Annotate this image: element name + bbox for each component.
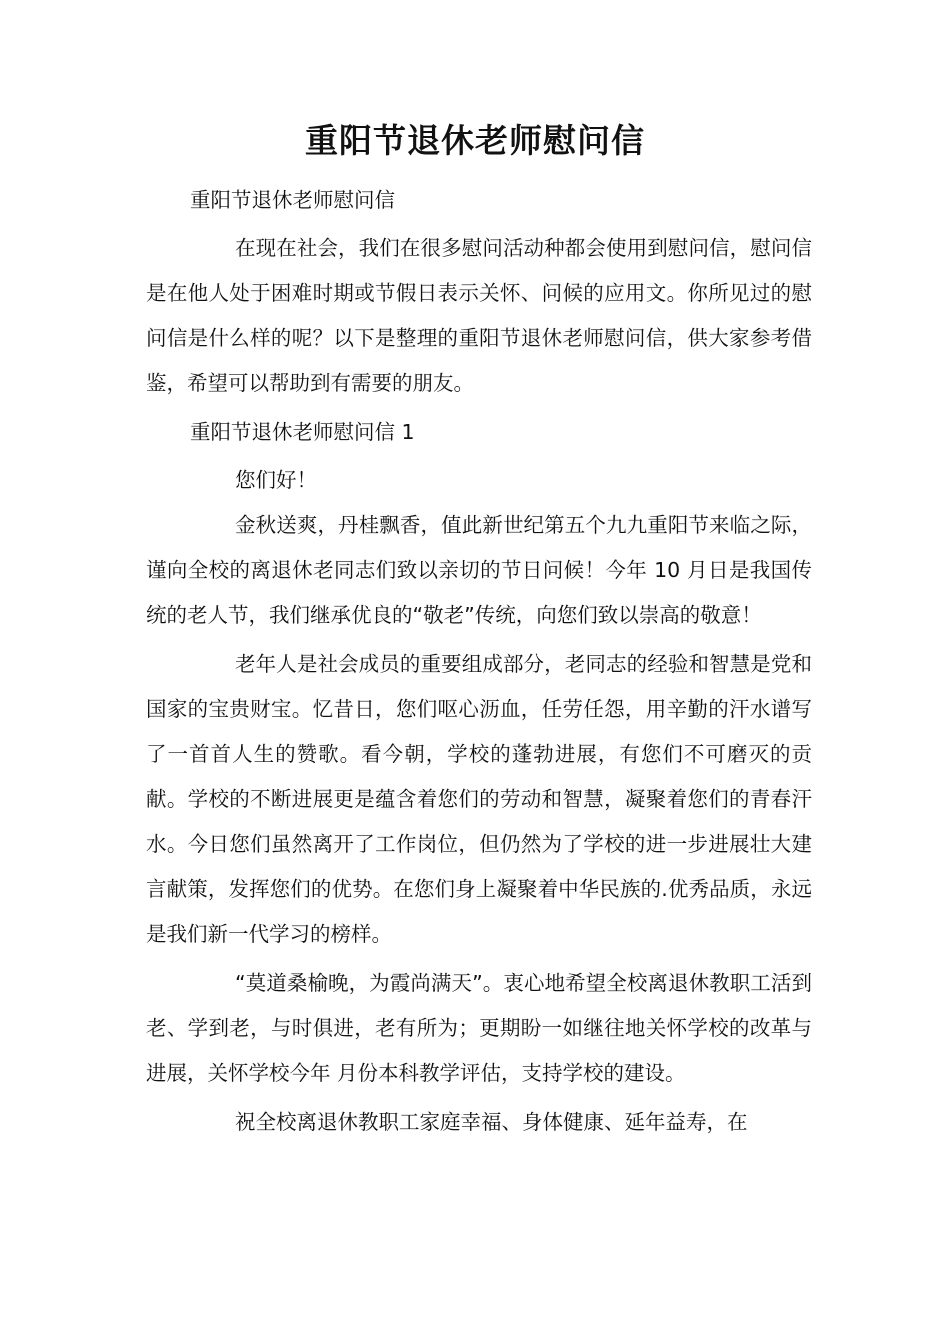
subtitle-paragraph: 重阳节退休老师慰问信 bbox=[190, 188, 395, 212]
document-title: 重阳节退休老师慰问信 bbox=[305, 121, 645, 160]
document-body bbox=[146, 178, 812, 1145]
body-paragraph: 祝全校离退休教职工家庭幸福、身体健康、延年益寿，在 bbox=[235, 1110, 748, 1134]
body-paragraph: “莫道桑榆晚，为霞尚满天”。衷心地希望全校离退休教职工活到老、学到老，与时俱进，老有所为；更期盼一如继往地关怀学校的改革与进展，关怀学校今年 月份本科教学评估，支持学校的建设。 bbox=[146, 971, 812, 1085]
body-paragraph: 老年人是社会成员的重要组成部分，老同志的经验和智慧是党和国家的宝贵财宝。忆昔日，您们呕心沥血，任劳任怨，用辛勤的汗水谱写了一首首人生的赞歌。看今朝，学校的蓬勃进展，有您们不可磨灭的贡献。学校的不断进展更是蕴含着您们的劳动和智慧，凝聚着您们的青春汗水。今日您们虽然离开了工作岗位，但仍然为了学校的进一步进展壮大建言献策，发挥您们的优势。在您们身上凝聚着中华民族的.优秀品质，永远是我们新一代学习的榜样。 bbox=[146, 652, 812, 946]
body-paragraph: 金秋送爽，丹桂飘香，值此新世纪第五个九九重阳节来临之际，谨向全校的离退休老同志们致以亲切的节日问候！今年 10 月日是我国传统的老人节，我们继承优良的“敬老”传统，向您们致以崇高的敬意！ bbox=[146, 513, 812, 627]
intro-paragraph: 在现在社会，我们在很多慰问活动种都会使用到慰问信，慰问信是在他人处于困难时期或节假日表示关怀、问候的应用文。你所见过的慰问信是什么样的呢？以下是整理的重阳节退休老师慰问信，供大家参考借鉴，希望可以帮助到有需要的朋友。 bbox=[146, 236, 812, 395]
greeting-paragraph: 您们好！ bbox=[235, 468, 317, 492]
letter-heading: 重阳节退休老师慰问信 1 bbox=[190, 420, 415, 444]
